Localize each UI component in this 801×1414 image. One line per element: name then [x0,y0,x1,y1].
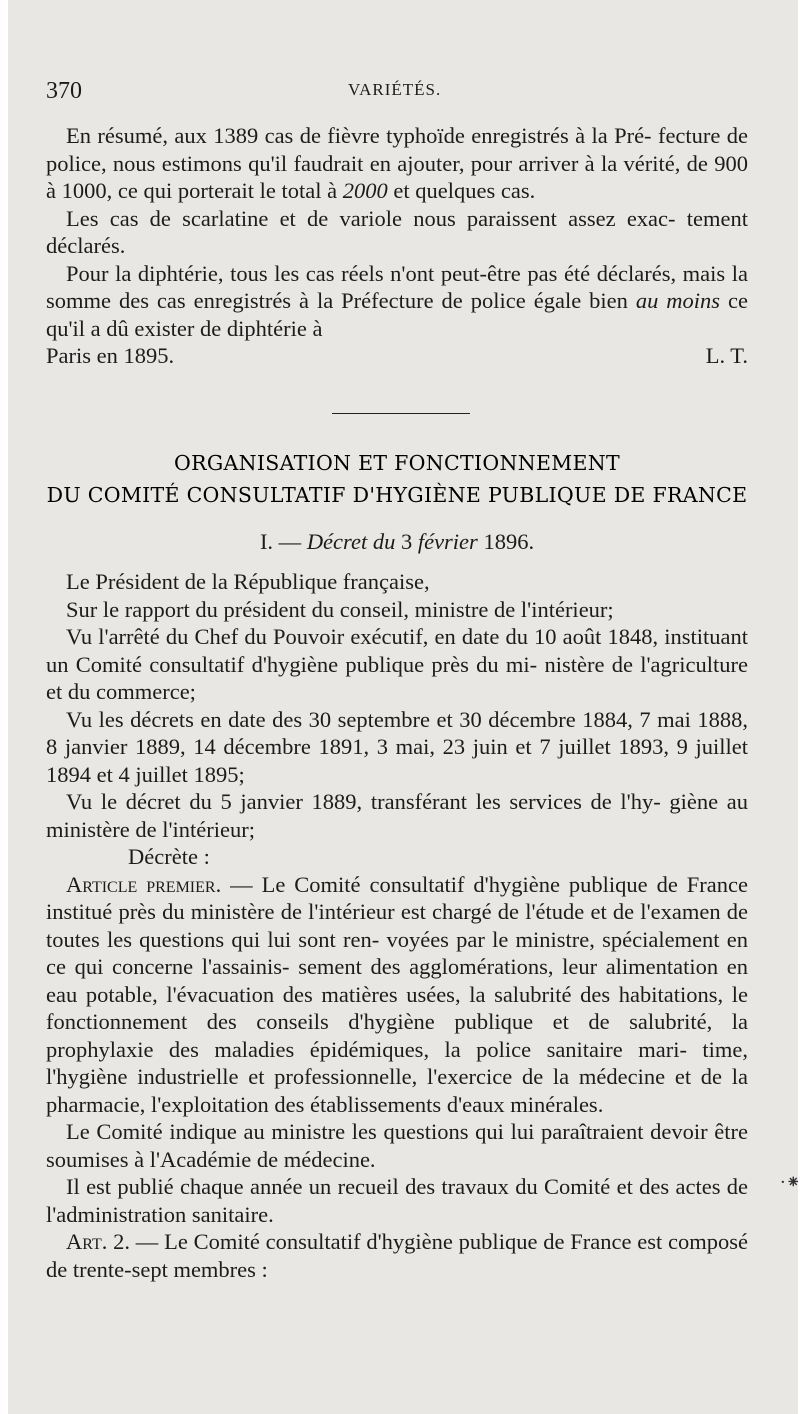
section-title-line2: DU COMITÉ CONSULTATIF D'HYGIÈNE PUBLIQUE DE FRANCE [46,483,748,507]
article-label: Art. 2. [66,1229,131,1254]
article-label: Article premier. [66,871,222,897]
margin-mark: ·⁕ [780,1172,801,1193]
paragraph-academie: Le Comité indique au ministre les questions qui lui paraîtraient devoir être soumises à l'Académie de médecine. [46,1119,749,1172]
paragraph-recueil: Il est publié chaque année un recueil des travaux du Comité et des actes de l'administration sanitaire. [46,1174,749,1227]
article-2: Art. 2. — Le Comité consultatif d'hygiène publique de France est composé de trente-sept membres : [46,1229,748,1282]
page-number: 370 [46,78,82,104]
author-signature: L. T. [705,343,748,368]
paragraph-transfert: Vu le décret du 5 janvier 1889, transférant les services de l'hy- giène au ministère de l'intérieur; [46,789,749,842]
section-divider [332,413,470,414]
scanned-page [8,0,801,1414]
decree-body [46,568,748,1283]
page-header [46,78,748,106]
block-conclusion [46,122,748,370]
paragraph-diphterie: Pour la diphtérie, tous les cas réels n'ont peut-être pas été déclarés, mais la somme des cas enregistrés à la Préfecture de police égale bien au moins ce qu'il a dû exister de diphtérie à [46,260,749,341]
paragraph-typhoid: En résumé, aux 1389 cas de fièvre typhoïde enregistrés à la Pré- fecture de police, nous estimons qu'il faudrait en ajouter, pour arriver à la vérité, de 900 à 1000, ce qui porterait le total à 2000 et quelques cas. [46,123,749,203]
running-head: VARIÉTÉS. [348,80,442,99]
article-premier: Article premier. — Le Comité consultatif d'hygiène publique de France institué près du ministère de l'intérieur est chargé de l'étude et de l'examen de toutes les questions qui lui sont ren- voyées par le ministre, spécialement en ce qui concerne l'assainis- sement des agglomérations, leur alimentation en eau potable, l'évacuation des matières usées, la salubrité des habitations, le fonctionnement des conseils d'hygiène publique et de salubrité, la prophylaxie des maladies épidémiques, la police sanitaire mari- time, l'hygiène industrielle et professionnelle, l'exercice de la médecine et de la pharmacie, l'exploitation des établissements d'eaux minérales. [46,871,749,1117]
signature-line [46,342,748,370]
section-title-line1: ORGANISATION ET FONCTIONNEMENT [173,451,620,475]
decree-heading: I. — Décret du 3 février 1896. [259,529,535,554]
line-president: Le Président de la République française, [66,569,430,594]
paragraph-scarlatine: Les cas de scarlatine et de variole nous paraissent assez exac- tement déclarés. [46,205,748,258]
paragraph-arrete: Vu l'arrêté du Chef du Pouvoir exécutif, en date du 10 août 1848, instituant un Comité consultatif d'hygiène publique près du mi- nistère de l'agriculture et du commerce; [46,624,749,704]
line-rapport: Sur le rapport du président du conseil, ministre de l'intérieur; [66,596,614,622]
paragraph-end: Paris en 1895. [46,343,175,368]
decrete-line: Décrète : [128,844,210,869]
paragraph-decrets: Vu les décrets en date des 30 septembre et 30 décembre 1884, 7 mai 1888, 8 janvier 1889, 14 décembre 1891, 3 mai, 23 juin et 7 juillet 1893, 9 juillet 1894 et 4 juillet 1895; [46,706,748,787]
